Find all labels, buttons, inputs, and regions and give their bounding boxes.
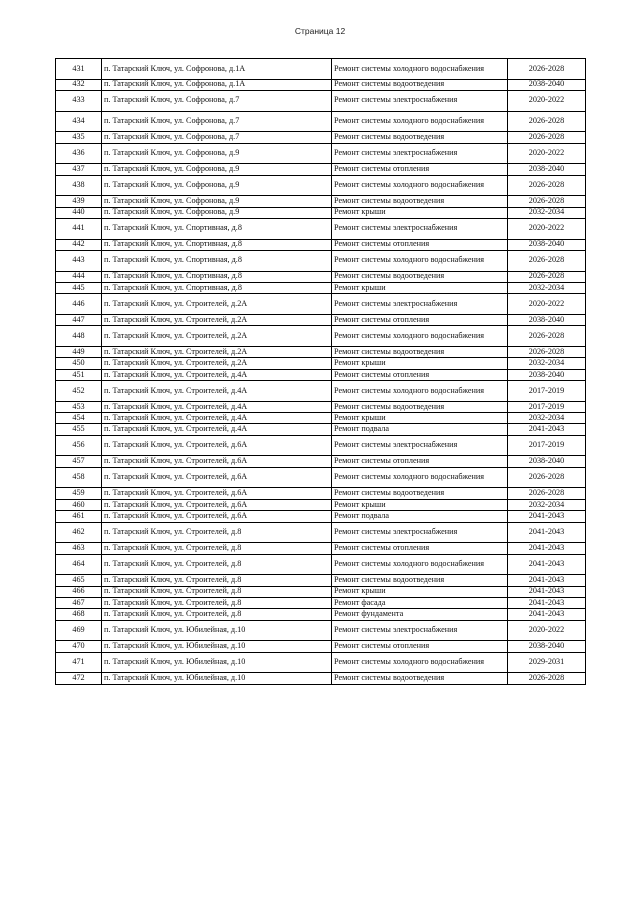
address-cell: п. Татарский Ключ, ул. Юбилейная, д.10 (102, 641, 332, 652)
work-type-cell: Ремонт системы холодного водоснабжения (332, 59, 508, 80)
row-number-cell: 450 (56, 358, 102, 369)
row-number-cell: 460 (56, 499, 102, 510)
address-cell: п. Татарский Ключ, ул. Строителей, д.8 (102, 609, 332, 620)
work-type-cell: Ремонт системы водоотведения (332, 271, 508, 282)
table-row (56, 143, 586, 164)
table-row (56, 346, 586, 357)
address-cell: п. Татарский Ключ, ул. Строителей, д.4А (102, 369, 332, 380)
work-type-cell: Ремонт фундамента (332, 609, 508, 620)
row-number-cell: 462 (56, 522, 102, 543)
period-cell: 2041-2043 (508, 609, 586, 620)
address-cell: п. Татарский Ключ, ул. Строителей, д.6А (102, 499, 332, 510)
address-cell: п. Татарский Ключ, ул. Спортивная, д.8 (102, 250, 332, 271)
table-row (56, 456, 586, 467)
address-cell: п. Татарский Ключ, ул. Строителей, д.8 (102, 597, 332, 608)
table-row (56, 641, 586, 652)
period-cell: 2026-2028 (508, 488, 586, 499)
address-cell: п. Татарский Ключ, ул. Спортивная, д.8 (102, 271, 332, 282)
row-number-cell: 444 (56, 271, 102, 282)
row-number-cell: 442 (56, 239, 102, 250)
work-type-cell: Ремонт системы водоотведения (332, 673, 508, 684)
row-number-cell: 469 (56, 620, 102, 641)
table-row (56, 369, 586, 380)
work-type-cell: Ремонт фасада (332, 597, 508, 608)
table-row (56, 132, 586, 143)
row-number-cell: 448 (56, 326, 102, 347)
period-cell: 2038-2040 (508, 314, 586, 325)
work-type-cell: Ремонт системы электроснабжения (332, 435, 508, 456)
period-cell: 2026-2028 (508, 346, 586, 357)
address-cell: п. Татарский Ключ, ул. Строителей, д.4А (102, 401, 332, 412)
work-type-cell: Ремонт системы водоотведения (332, 132, 508, 143)
row-number-cell: 449 (56, 346, 102, 357)
table-row (56, 218, 586, 239)
work-type-cell: Ремонт системы холодного водоснабжения (332, 652, 508, 673)
table-row (56, 90, 586, 111)
work-type-cell: Ремонт системы электроснабжения (332, 90, 508, 111)
work-type-cell: Ремонт системы водоотведения (332, 346, 508, 357)
table-row (56, 435, 586, 456)
address-cell: п. Татарский Ключ, ул. Софронова, д.7 (102, 90, 332, 111)
period-cell: 2041-2043 (508, 554, 586, 575)
work-type-cell: Ремонт системы электроснабжения (332, 620, 508, 641)
table-row (56, 314, 586, 325)
table-row (56, 59, 586, 80)
address-cell: п. Татарский Ключ, ул. Спортивная, д.8 (102, 218, 332, 239)
work-type-cell: Ремонт системы водоотведения (332, 79, 508, 90)
table-body (56, 59, 586, 685)
address-cell: п. Татарский Ключ, ул. Строителей, д.6А (102, 488, 332, 499)
row-number-cell: 432 (56, 79, 102, 90)
table-row (56, 413, 586, 424)
row-number-cell: 459 (56, 488, 102, 499)
table-row (56, 164, 586, 175)
work-type-cell: Ремонт крыши (332, 413, 508, 424)
row-number-cell: 471 (56, 652, 102, 673)
work-type-cell: Ремонт системы отопления (332, 164, 508, 175)
table-row (56, 543, 586, 554)
table-row (56, 401, 586, 412)
period-cell: 2038-2040 (508, 641, 586, 652)
table-row (56, 282, 586, 293)
address-cell: п. Татарский Ключ, ул. Спортивная, д.8 (102, 239, 332, 250)
work-type-cell: Ремонт системы холодного водоснабжения (332, 250, 508, 271)
row-number-cell: 472 (56, 673, 102, 684)
period-cell: 2038-2040 (508, 79, 586, 90)
period-cell: 2029-2031 (508, 652, 586, 673)
work-type-cell: Ремонт системы электроснабжения (332, 522, 508, 543)
period-cell: 2032-2034 (508, 413, 586, 424)
row-number-cell: 470 (56, 641, 102, 652)
period-cell: 2041-2043 (508, 511, 586, 522)
address-cell: п. Татарский Ключ, ул. Софронова, д.9 (102, 207, 332, 218)
period-cell: 2026-2028 (508, 250, 586, 271)
address-cell: п. Татарский Ключ, ул. Софронова, д.1А (102, 59, 332, 80)
address-cell: п. Татарский Ключ, ул. Строителей, д.8 (102, 543, 332, 554)
address-cell: п. Татарский Ключ, ул. Софронова, д.9 (102, 196, 332, 207)
period-cell: 2038-2040 (508, 369, 586, 380)
period-cell: 2026-2028 (508, 59, 586, 80)
table-row (56, 196, 586, 207)
table-row (56, 575, 586, 586)
address-cell: п. Татарский Ключ, ул. Юбилейная, д.10 (102, 620, 332, 641)
table-row (56, 609, 586, 620)
period-cell: 2020-2022 (508, 143, 586, 164)
row-number-cell: 431 (56, 59, 102, 80)
table-row (56, 175, 586, 196)
table-row (56, 620, 586, 641)
period-cell: 2026-2028 (508, 467, 586, 488)
period-cell: 2026-2028 (508, 111, 586, 132)
address-cell: п. Татарский Ключ, ул. Спортивная, д.8 (102, 282, 332, 293)
table-row (56, 79, 586, 90)
address-cell: п. Татарский Ключ, ул. Строителей, д.2А (102, 346, 332, 357)
work-type-cell: Ремонт системы холодного водоснабжения (332, 467, 508, 488)
row-number-cell: 467 (56, 597, 102, 608)
row-number-cell: 466 (56, 586, 102, 597)
period-cell: 2032-2034 (508, 358, 586, 369)
row-number-cell: 463 (56, 543, 102, 554)
row-number-cell: 439 (56, 196, 102, 207)
table-row (56, 467, 586, 488)
address-cell: п. Татарский Ключ, ул. Строителей, д.4А (102, 424, 332, 435)
table-row (56, 381, 586, 402)
table-row (56, 597, 586, 608)
row-number-cell: 434 (56, 111, 102, 132)
work-type-cell: Ремонт подвала (332, 511, 508, 522)
period-cell: 2017-2019 (508, 381, 586, 402)
period-cell: 2020-2022 (508, 620, 586, 641)
period-cell: 2020-2022 (508, 90, 586, 111)
row-number-cell: 441 (56, 218, 102, 239)
work-type-cell: Ремонт системы электроснабжения (332, 218, 508, 239)
row-number-cell: 455 (56, 424, 102, 435)
row-number-cell: 437 (56, 164, 102, 175)
work-type-cell: Ремонт системы холодного водоснабжения (332, 554, 508, 575)
address-cell: п. Татарский Ключ, ул. Строителей, д.8 (102, 522, 332, 543)
table-row (56, 488, 586, 499)
row-number-cell: 457 (56, 456, 102, 467)
row-number-cell: 464 (56, 554, 102, 575)
row-number-cell: 443 (56, 250, 102, 271)
work-type-cell: Ремонт системы водоотведения (332, 401, 508, 412)
period-cell: 2041-2043 (508, 575, 586, 586)
period-cell: 2020-2022 (508, 294, 586, 315)
period-cell: 2038-2040 (508, 239, 586, 250)
work-type-cell: Ремонт системы отопления (332, 641, 508, 652)
table-row (56, 554, 586, 575)
table-row (56, 522, 586, 543)
address-cell: п. Татарский Ключ, ул. Софронова, д.9 (102, 164, 332, 175)
address-cell: п. Татарский Ключ, ул. Строителей, д.6А (102, 467, 332, 488)
address-cell: п. Татарский Ключ, ул. Строителей, д.2А (102, 314, 332, 325)
work-type-cell: Ремонт системы холодного водоснабжения (332, 381, 508, 402)
work-type-cell: Ремонт крыши (332, 358, 508, 369)
address-cell: п. Татарский Ключ, ул. Строителей, д.4А (102, 381, 332, 402)
period-cell: 2026-2028 (508, 196, 586, 207)
period-cell: 2032-2034 (508, 207, 586, 218)
work-type-cell: Ремонт системы водоотведения (332, 488, 508, 499)
row-number-cell: 446 (56, 294, 102, 315)
period-cell: 2032-2034 (508, 282, 586, 293)
table-row (56, 326, 586, 347)
row-number-cell: 435 (56, 132, 102, 143)
address-cell: п. Татарский Ключ, ул. Строителей, д.8 (102, 554, 332, 575)
period-cell: 2026-2028 (508, 271, 586, 282)
row-number-cell: 447 (56, 314, 102, 325)
period-cell: 2026-2028 (508, 132, 586, 143)
work-type-cell: Ремонт системы отопления (332, 456, 508, 467)
work-type-cell: Ремонт системы отопления (332, 543, 508, 554)
period-cell: 2041-2043 (508, 424, 586, 435)
work-type-cell: Ремонт системы холодного водоснабжения (332, 111, 508, 132)
row-number-cell: 468 (56, 609, 102, 620)
table-row (56, 673, 586, 684)
work-type-cell: Ремонт крыши (332, 282, 508, 293)
table-row (56, 424, 586, 435)
work-type-cell: Ремонт подвала (332, 424, 508, 435)
row-number-cell: 445 (56, 282, 102, 293)
work-type-cell: Ремонт системы отопления (332, 314, 508, 325)
period-cell: 2026-2028 (508, 326, 586, 347)
row-number-cell: 452 (56, 381, 102, 402)
work-type-cell: Ремонт системы водоотведения (332, 196, 508, 207)
period-cell: 2017-2019 (508, 435, 586, 456)
table-row (56, 294, 586, 315)
row-number-cell: 451 (56, 369, 102, 380)
table-row (56, 250, 586, 271)
period-cell: 2038-2040 (508, 456, 586, 467)
period-cell: 2038-2040 (508, 164, 586, 175)
address-cell: п. Татарский Ключ, ул. Софронова, д.9 (102, 143, 332, 164)
row-number-cell: 433 (56, 90, 102, 111)
row-number-cell: 438 (56, 175, 102, 196)
row-number-cell: 456 (56, 435, 102, 456)
row-number-cell: 436 (56, 143, 102, 164)
address-cell: п. Татарский Ключ, ул. Строителей, д.4А (102, 413, 332, 424)
table-row (56, 111, 586, 132)
row-number-cell: 453 (56, 401, 102, 412)
row-number-cell: 454 (56, 413, 102, 424)
address-cell: п. Татарский Ключ, ул. Юбилейная, д.10 (102, 673, 332, 684)
work-type-cell: Ремонт системы водоотведения (332, 575, 508, 586)
row-number-cell: 440 (56, 207, 102, 218)
work-type-cell: Ремонт системы отопления (332, 369, 508, 380)
table-row (56, 511, 586, 522)
work-type-cell: Ремонт крыши (332, 207, 508, 218)
period-cell: 2017-2019 (508, 401, 586, 412)
address-cell: п. Татарский Ключ, ул. Строителей, д.6А (102, 456, 332, 467)
row-number-cell: 458 (56, 467, 102, 488)
period-cell: 2041-2043 (508, 586, 586, 597)
address-cell: п. Татарский Ключ, ул. Строителей, д.8 (102, 575, 332, 586)
work-type-cell: Ремонт крыши (332, 586, 508, 597)
address-cell: п. Татарский Ключ, ул. Строителей, д.6А (102, 511, 332, 522)
address-cell: п. Татарский Ключ, ул. Софронова, д.1А (102, 79, 332, 90)
period-cell: 2026-2028 (508, 673, 586, 684)
table-row (56, 271, 586, 282)
row-number-cell: 465 (56, 575, 102, 586)
table-row (56, 652, 586, 673)
address-cell: п. Татарский Ключ, ул. Софронова, д.7 (102, 111, 332, 132)
address-cell: п. Татарский Ключ, ул. Строителей, д.2А (102, 326, 332, 347)
table-row (56, 239, 586, 250)
period-cell: 2041-2043 (508, 543, 586, 554)
address-cell: п. Татарский Ключ, ул. Строителей, д.2А (102, 358, 332, 369)
repair-schedule-table (55, 58, 586, 685)
work-type-cell: Ремонт системы холодного водоснабжения (332, 175, 508, 196)
table-row (56, 586, 586, 597)
address-cell: п. Татарский Ключ, ул. Юбилейная, д.10 (102, 652, 332, 673)
period-cell: 2020-2022 (508, 218, 586, 239)
row-number-cell: 461 (56, 511, 102, 522)
address-cell: п. Татарский Ключ, ул. Строителей, д.6А (102, 435, 332, 456)
table-row (56, 207, 586, 218)
work-type-cell: Ремонт крыши (332, 499, 508, 510)
work-type-cell: Ремонт системы холодного водоснабжения (332, 326, 508, 347)
period-cell: 2041-2043 (508, 522, 586, 543)
work-type-cell: Ремонт системы электроснабжения (332, 143, 508, 164)
page-header: Страница 12 (294, 26, 346, 36)
period-cell: 2026-2028 (508, 175, 586, 196)
address-cell: п. Татарский Ключ, ул. Строителей, д.8 (102, 586, 332, 597)
table-row (56, 358, 586, 369)
address-cell: п. Татарский Ключ, ул. Строителей, д.2А (102, 294, 332, 315)
work-type-cell: Ремонт системы электроснабжения (332, 294, 508, 315)
period-cell: 2041-2043 (508, 597, 586, 608)
table-row (56, 499, 586, 510)
address-cell: п. Татарский Ключ, ул. Софронова, д.7 (102, 132, 332, 143)
period-cell: 2032-2034 (508, 499, 586, 510)
address-cell: п. Татарский Ключ, ул. Софронова, д.9 (102, 175, 332, 196)
work-type-cell: Ремонт системы отопления (332, 239, 508, 250)
